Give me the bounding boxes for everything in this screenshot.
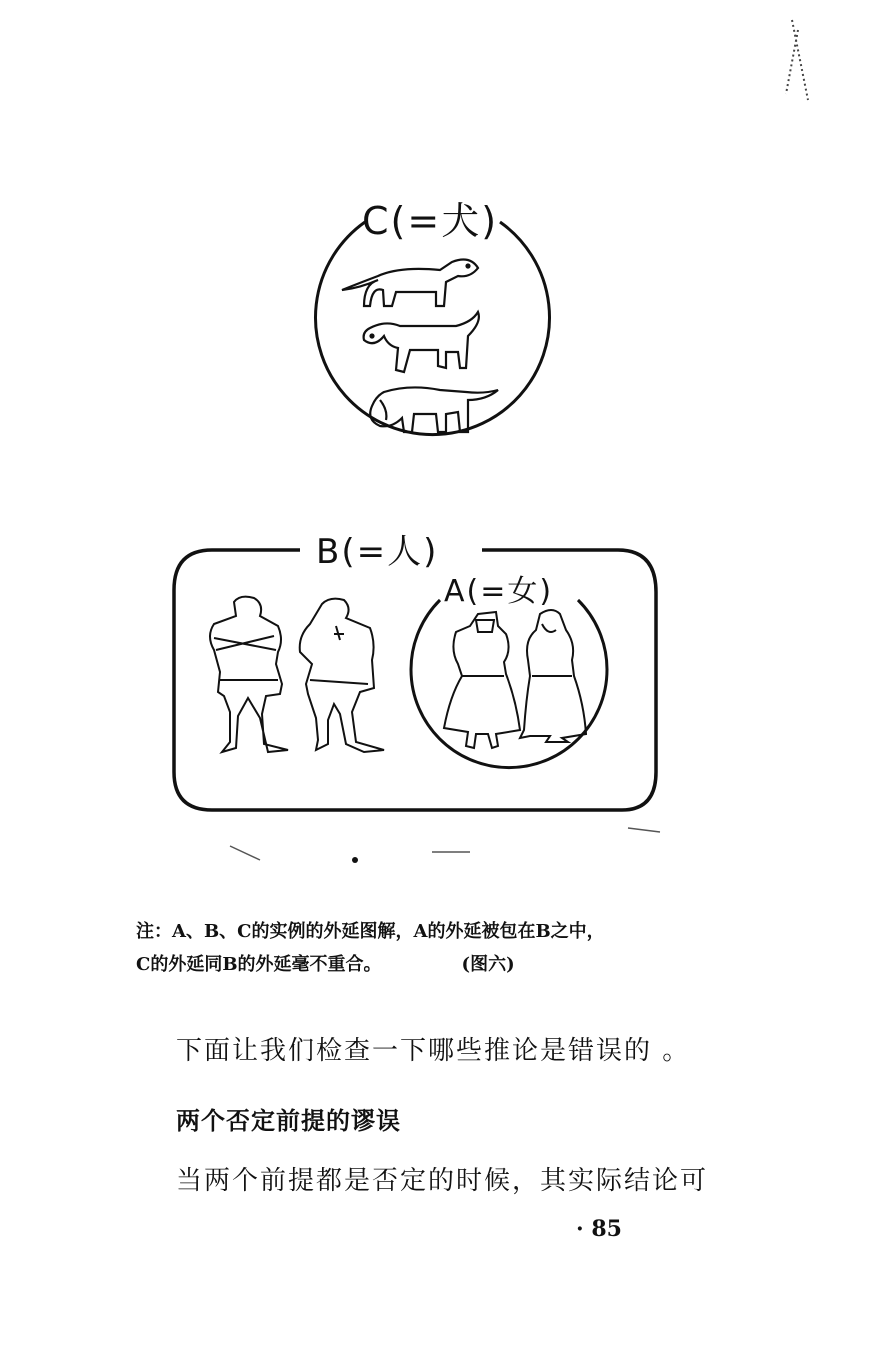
set-a-label: A(=女) [444, 574, 554, 609]
scan-speck [786, 20, 808, 100]
section-heading: 两个否定前提的谬误 [176, 1106, 401, 1135]
dog-figure [342, 260, 478, 306]
body-paragraph: 当两个前提都是否定的时候，其实际结论可 [176, 1166, 709, 1196]
set-b-label: B(=人) [316, 532, 439, 572]
dog-figure [364, 312, 479, 372]
caption-line-2-text: C的外延同B的外延毫不重合。 [136, 954, 382, 975]
body-paragraph: 下面让我们检查一下哪些推论是错误的 。 [176, 1036, 691, 1066]
scan-speck [352, 857, 358, 863]
woman-figure [520, 610, 586, 742]
woman-figure [444, 612, 520, 748]
scan-speck [230, 828, 660, 860]
man-figure [300, 599, 384, 752]
page-number: · 85 [576, 1216, 622, 1242]
set-c-label: C(=犬) [362, 199, 499, 243]
figure-caption [136, 915, 746, 981]
caption-line-2 [136, 948, 746, 981]
set-c-circle [315, 222, 549, 435]
man-figure [210, 597, 288, 752]
figure-number: (图六) [461, 954, 515, 975]
caption-line-1: 注：A、B、C的实例的外延图解，A的外延被包在B之中， [136, 921, 605, 942]
